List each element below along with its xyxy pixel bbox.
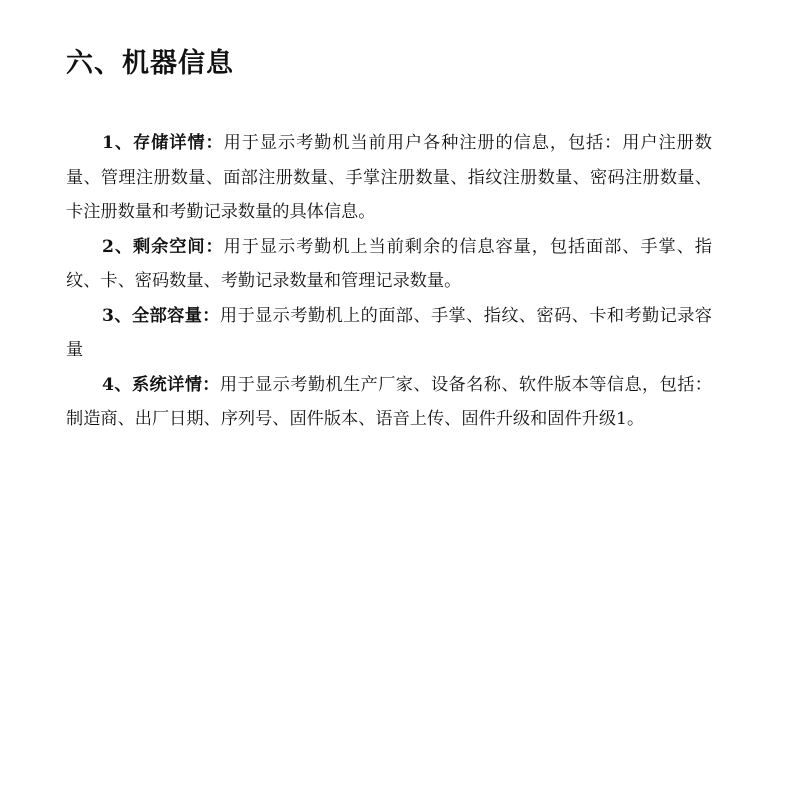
item-storage-details [66, 126, 712, 230]
item-text: 用于显示考勤机上的面部、手掌、指纹、密码、卡和考勤记录容量 [66, 305, 712, 360]
item-text: 用于显示考勤机生产厂家、设备名称、软件版本等信息，包括：制造商、出厂日期、序列号、固件版本、语音上传、固件升级和固件升级1。 [66, 374, 712, 429]
item-text: 用于显示考勤机上当前剩余的信息容量，包括面部、手掌、指纹、卡、密码数量、考勤记录数量和管理记录数量。 [66, 236, 712, 291]
item-label: 3、全部容量： [102, 305, 220, 326]
section-content [66, 126, 712, 437]
section-title: 六、机器信息 [66, 48, 234, 79]
item-system-details [66, 368, 712, 437]
item-label: 2、剩余空间： [102, 236, 224, 257]
item-remaining-space [66, 230, 712, 299]
item-label: 1、存储详情： [102, 133, 224, 153]
item-text: 用于显示考勤机当前用户各种注册的信息，包括：用户注册数量、管理注册数量、面部注册数量、手掌注册数量、指纹注册数量、密码注册数量、卡注册数量和考勤记录数量的具体信息。 [66, 133, 712, 222]
item-label: 4、系统详情： [102, 374, 220, 395]
item-total-capacity [66, 299, 712, 368]
